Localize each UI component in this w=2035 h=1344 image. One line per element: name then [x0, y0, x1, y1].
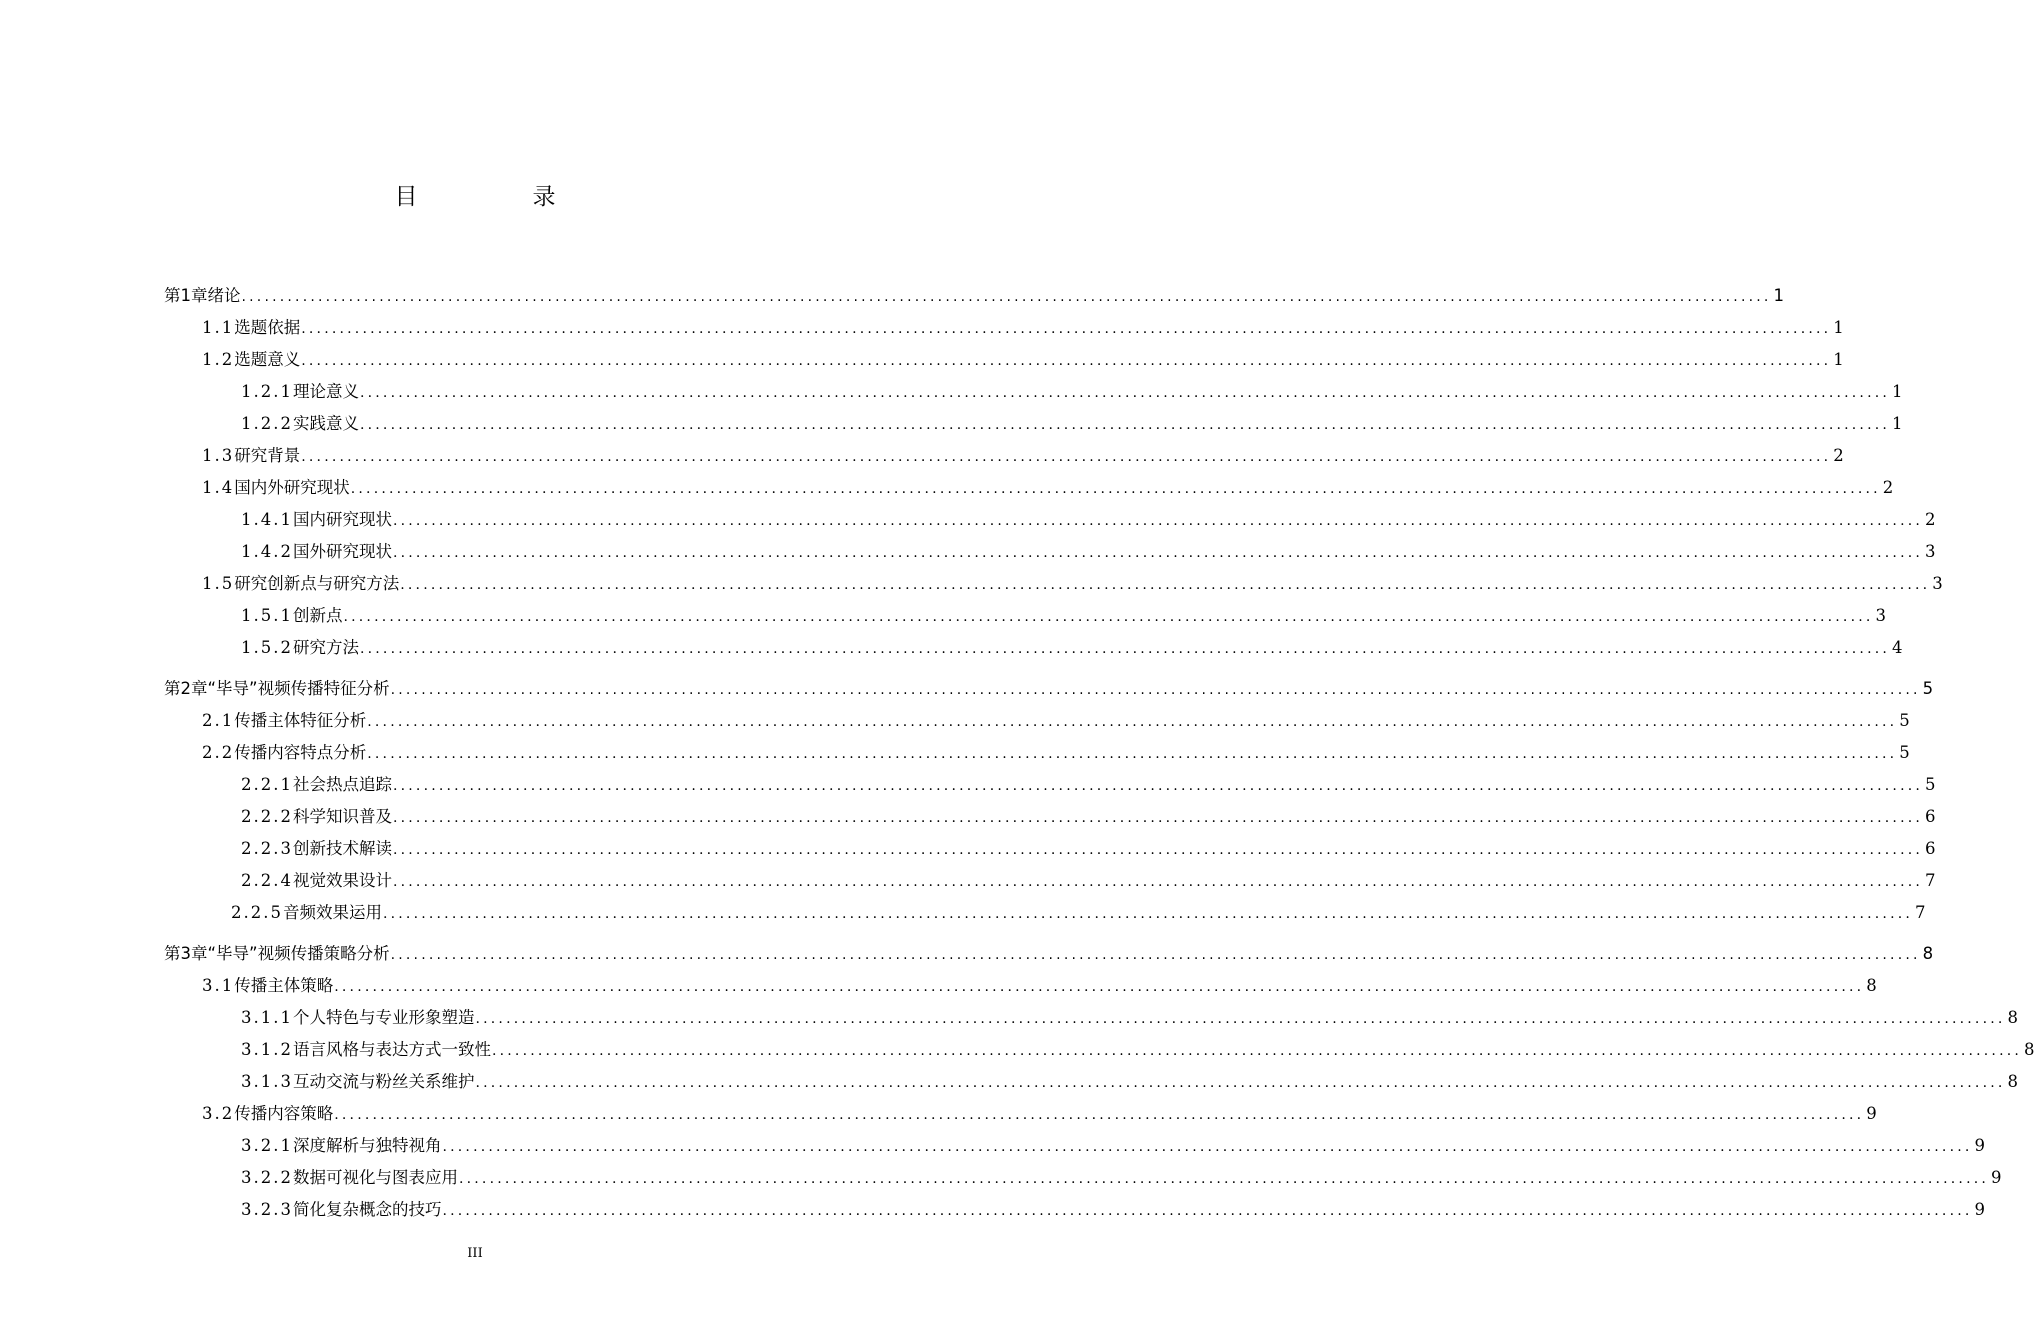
toc-entry-number: 2.2	[202, 743, 235, 762]
toc-section-entry[interactable]	[202, 346, 1844, 370]
toc-entry-page: 1	[1833, 350, 1844, 369]
page-number-footer: III	[467, 1246, 483, 1261]
toc-dot-leader: ........................................................................................................................................................................................................	[359, 641, 1891, 657]
toc-section-entry[interactable]	[202, 570, 1943, 594]
toc-section-entry[interactable]	[241, 1196, 1986, 1220]
toc-entry-page: 8	[2007, 1072, 2019, 1091]
toc-dot-leader: ........................................................................................................................................................................................................	[475, 1075, 2006, 1091]
toc-entry-label: 国外研究现状	[292, 542, 392, 561]
toc-entry-number: 1.3	[202, 446, 235, 465]
toc-entry-label: 语言风格与表达方式一致性	[292, 1040, 491, 1059]
toc-entry-number: 2.1	[202, 711, 235, 730]
toc-entry-label: 国内外研究现状	[234, 478, 350, 497]
toc-entry-label: 研究背景	[234, 446, 301, 465]
toc-entry-label: 传播内容策略	[234, 1104, 334, 1123]
toc-entry-label: 社会热点追踪	[292, 775, 392, 794]
toc-dot-leader: ........................................................................................................................................................................................................	[392, 810, 1924, 826]
toc-entry-page: 7	[1915, 903, 1926, 922]
toc-entry-number: 2.2.5	[231, 903, 283, 922]
toc-section-entry[interactable]	[241, 378, 1903, 402]
toc-entry-page: 4	[1892, 638, 1903, 657]
toc-entry-label: “毕导”视频传播特征分析	[207, 679, 390, 698]
toc-section-entry[interactable]	[202, 314, 1844, 338]
toc-entry-number: 3.2.3	[241, 1200, 293, 1219]
toc-entry-number: 2.2.4	[241, 871, 293, 890]
toc-dot-leader: ........................................................................................................................................................................................................	[301, 353, 1832, 369]
toc-dot-leader: ........................................................................................................................................................................................................	[442, 1203, 1973, 1219]
toc-entry-page: 9	[1974, 1200, 1986, 1219]
toc-entry-page: 5	[1922, 679, 1934, 698]
toc-entry-page: 2	[1925, 510, 1936, 529]
toc-entry-label: 数据可视化与图表应用	[292, 1168, 458, 1187]
toc-section-entry[interactable]	[202, 1100, 1877, 1124]
toc-entry-number: 3.1	[202, 976, 235, 995]
toc-dot-leader: ........................................................................................................................................................................................................	[367, 746, 1898, 762]
toc-chapter-entry[interactable]	[164, 940, 1934, 964]
toc-entry-label: 科学知识普及	[292, 807, 392, 826]
toc-entry-page: 9	[1866, 1104, 1877, 1123]
toc-dot-leader: ........................................................................................................................................................................................................	[359, 417, 1891, 433]
toc-section-entry[interactable]	[241, 1068, 2019, 1092]
toc-dot-leader: ........................................................................................................................................................................................................	[491, 1043, 2023, 1059]
toc-dot-leader: ........................................................................................................................................................................................................	[390, 682, 1921, 698]
toc-section-entry[interactable]	[241, 1132, 1986, 1156]
toc-entry-label: 实践意义	[292, 414, 359, 433]
toc-entry-page: 3	[1875, 606, 1887, 625]
toc-entry-page: 3	[1932, 574, 1943, 593]
toc-section-entry[interactable]	[241, 771, 1936, 795]
toc-entry-label: 简化复杂概念的技巧	[292, 1200, 442, 1219]
toc-entry-page: 1	[1892, 414, 1903, 433]
toc-entry-label: “毕导”视频传播策略分析	[207, 944, 390, 963]
toc-section-entry[interactable]	[202, 739, 1910, 763]
toc-entry-label: 研究创新点与研究方法	[234, 574, 400, 593]
toc-entry-page: 8	[1866, 976, 1877, 995]
toc-entry-number: 1.4.2	[241, 542, 293, 561]
toc-entry-label: 传播主体特征分析	[234, 711, 367, 730]
toc-entry-page: 1	[1892, 382, 1903, 401]
toc-entry-page: 7	[1925, 871, 1936, 890]
toc-entry-number: 第3章	[164, 944, 208, 963]
toc-entry-label: 视觉效果设计	[292, 871, 392, 890]
toc-entry-number: 1.2	[202, 350, 235, 369]
toc-entry-label: 传播主体策略	[234, 976, 334, 995]
toc-dot-leader: ........................................................................................................................................................................................................	[392, 778, 1924, 794]
toc-section-entry[interactable]	[241, 1164, 2002, 1188]
toc-entry-label: 互动交流与粉丝关系维护	[292, 1072, 475, 1091]
toc-entry-number: 1.1	[202, 318, 235, 337]
toc-entry-label: 传播内容特点分析	[234, 743, 367, 762]
toc-entry-number: 1.4	[202, 478, 235, 497]
toc-entry-number: 1.2.2	[241, 414, 293, 433]
toc-dot-leader: ........................................................................................................................................................................................................	[359, 385, 1891, 401]
toc-entry-label: 选题意义	[234, 350, 301, 369]
toc-entry-page: 5	[1899, 711, 1910, 730]
toc-section-entry[interactable]	[241, 538, 1936, 562]
toc-section-entry[interactable]	[241, 634, 1903, 658]
toc-entry-page: 8	[2024, 1040, 2035, 1059]
toc-entry-page: 8	[1922, 944, 1934, 963]
toc-dot-leader: ........................................................................................................................................................................................................	[301, 321, 1832, 337]
toc-section-entry[interactable]	[202, 442, 1844, 466]
toc-dot-leader: ........................................................................................................................................................................................................	[334, 979, 1865, 995]
toc-entry-number: 2.2.2	[241, 807, 293, 826]
toc-section-entry[interactable]	[202, 972, 1877, 996]
toc-entry-number: 3.1.2	[241, 1040, 293, 1059]
toc-dot-leader: ........................................................................................................................................................................................................	[334, 1107, 1865, 1123]
toc-entry-label: 深度解析与独特视角	[292, 1136, 442, 1155]
toc-entry-number: 3.1.1	[241, 1008, 293, 1027]
toc-section-entry[interactable]	[241, 602, 1887, 626]
toc-entry-page: 2	[1882, 478, 1894, 497]
toc-dot-leader: ........................................................................................................................................................................................................	[392, 513, 1924, 529]
toc-dot-leader: ........................................................................................................................................................................................................	[392, 842, 1924, 858]
toc-section-entry[interactable]	[231, 899, 1926, 923]
toc-entry-label: 绪论	[207, 286, 241, 305]
toc-section-entry[interactable]	[202, 474, 1894, 498]
toc-entry-page: 5	[1925, 775, 1936, 794]
toc-entry-number: 3.2	[202, 1104, 235, 1123]
toc-chapter-entry[interactable]	[164, 675, 1934, 699]
toc-dot-leader: ........................................................................................................................................................................................................	[350, 481, 1881, 497]
toc-entry-page: 2	[1833, 446, 1844, 465]
toc-dot-leader: ........................................................................................................................................................................................................	[367, 714, 1898, 730]
toc-entry-number: 第1章	[164, 286, 208, 305]
toc-entry-number: 2.2.1	[241, 775, 293, 794]
toc-dot-leader: ........................................................................................................................................................................................................	[442, 1139, 1973, 1155]
toc-entry-label: 国内研究现状	[292, 510, 392, 529]
toc-entry-page: 9	[1974, 1136, 1986, 1155]
toc-section-entry[interactable]	[241, 1036, 2035, 1060]
toc-dot-leader: ........................................................................................................................................................................................................	[382, 906, 1914, 922]
toc-entry-number: 第2章	[164, 679, 208, 698]
toc-entry-label: 个人特色与专业形象塑造	[292, 1008, 475, 1027]
toc-entry-number: 3.2.1	[241, 1136, 293, 1155]
toc-entry-page: 1	[1773, 286, 1785, 305]
toc-dot-leader: ........................................................................................................................................................................................................	[392, 874, 1924, 890]
toc-dot-leader: ........................................................................................................................................................................................................	[392, 545, 1924, 561]
toc-dot-leader: ........................................................................................................................................................................................................	[458, 1171, 1990, 1187]
toc-entry-number: 1.4.1	[241, 510, 293, 529]
toc-entry-label: 音频效果运用	[282, 903, 382, 922]
toc-entry-number: 1.2.1	[241, 382, 293, 401]
toc-entry-page: 6	[1925, 839, 1936, 858]
toc-entry-page: 8	[2007, 1008, 2019, 1027]
toc-section-entry[interactable]	[241, 867, 1936, 891]
toc-entry-label: 选题依据	[234, 318, 301, 337]
toc-entry-number: 2.2.3	[241, 839, 293, 858]
toc-dot-leader: ........................................................................................................................................................................................................	[343, 609, 1874, 625]
toc-section-entry[interactable]	[241, 1004, 2019, 1028]
toc-entry-page: 9	[1991, 1168, 2002, 1187]
toc-entry-page: 3	[1925, 542, 1936, 561]
toc-entry-page: 6	[1925, 807, 1936, 826]
toc-dot-leader: ........................................................................................................................................................................................................	[475, 1011, 2006, 1027]
toc-chapter-entry[interactable]	[164, 282, 1785, 306]
toc-entry-label: 创新技术解读	[292, 839, 392, 858]
toc-section-entry[interactable]	[241, 803, 1936, 827]
toc-entry-number: 3.2.2	[241, 1168, 293, 1187]
toc-dot-leader: ........................................................................................................................................................................................................	[301, 449, 1832, 465]
toc-entry-number: 1.5.1	[241, 606, 293, 625]
toc-section-entry[interactable]	[241, 410, 1903, 434]
page-title: 目 录	[394, 184, 602, 210]
toc-section-entry[interactable]	[202, 707, 1910, 731]
toc-entry-label: 创新点	[292, 606, 343, 625]
toc-section-entry[interactable]	[241, 506, 1936, 530]
toc-entry-number: 1.5	[202, 574, 235, 593]
toc-entry-page: 1	[1833, 318, 1844, 337]
toc-dot-leader: ........................................................................................................................................................................................................	[390, 947, 1921, 963]
toc-entry-label: 理论意义	[292, 382, 359, 401]
toc-entry-number: 3.1.3	[241, 1072, 293, 1091]
toc-entry-number: 1.5.2	[241, 638, 293, 657]
toc-dot-leader: ........................................................................................................................................................................................................	[241, 289, 1772, 305]
toc-entry-page: 5	[1899, 743, 1910, 762]
toc-dot-leader: ........................................................................................................................................................................................................	[400, 577, 1931, 593]
toc-section-entry[interactable]	[241, 835, 1936, 859]
toc-entry-label: 研究方法	[292, 638, 359, 657]
